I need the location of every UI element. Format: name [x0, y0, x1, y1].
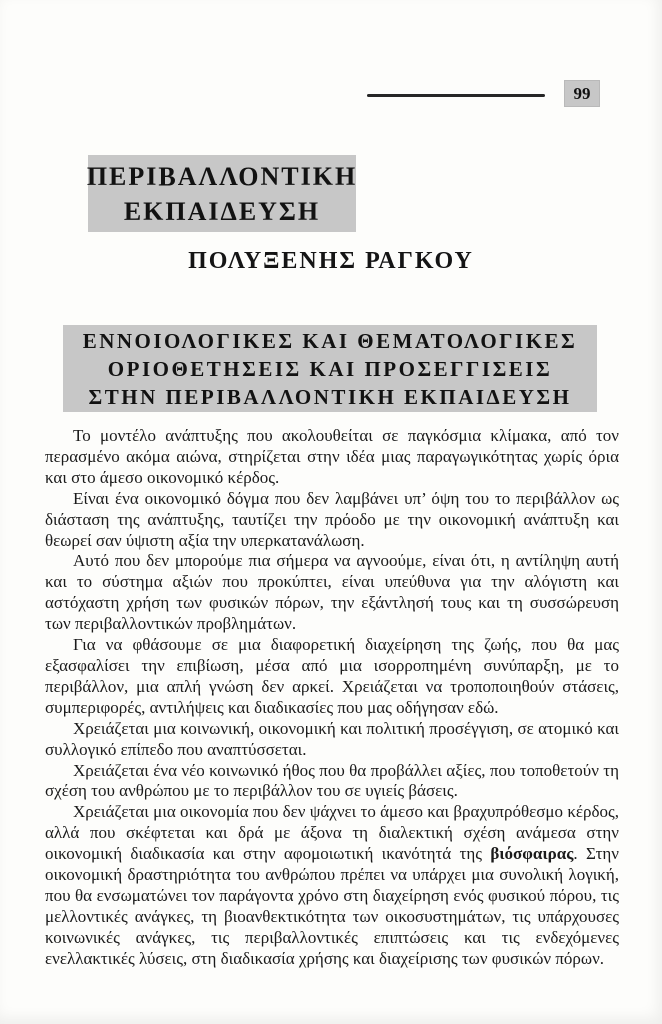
paragraph-text: Χρειάζεται μια κοινωνική, οικονομική και πολιτική προσέγγιση, σε ατομικό και συλλογικό επίπεδο που αναπτύσσεται.	[45, 718, 619, 759]
bold-term: βιόσφαιρας	[490, 844, 574, 864]
paragraph-text: Χρειάζεται μια οικονομία που δεν ψάχνει το άμεσο και βραχυπρόθεσμο κέρδος, αλλά που σκέφτεται και δρά με άξονα τη διαλεκτική σχέση ανάμεσα στην οικονομική διαδικασία και στην αφομοιωτική ικανότητά της	[45, 802, 619, 864]
paragraph-text: Το μοντέλο ανάπτυξης που ακολουθείται σε παγκόσμια κλίμακα, από τον περασμένο ακόμα αιώνα, στηρίζεται στην ιδέα μιας παραγωγικότητας χωρίς όρια και στο άμεσο οικονομικό κέρδος.	[45, 426, 619, 487]
section-heading-box	[63, 325, 597, 412]
paragraph-text: Χρειάζεται ένα νέο κοινωνικό ήθος που θα προβάλλει αξίες, που τοποθετούν τη σχέση του ανθρώπου με το περιβάλλον του σε υγιείς βάσεις.	[45, 760, 619, 801]
paragraph-text: Για να φθάσουμε σε μια διαφορετική διαχείρηση της ζωής, που θα μας εξασφαλίσει την επιβίωση, μέσα από μια ισορροπημένη συνύπαρξη, με το περιβάλλον, μια απλή γνώση δεν αρκεί. Χρειάζεται να τροποποιηθούν στάσεις, συμπεριφορές, αντιλήψεις και διαδικασίες που μας οδήγησαν εδώ.	[45, 635, 619, 717]
paragraph	[45, 635, 619, 719]
paragraph	[45, 719, 619, 761]
section-heading-line-1: ΕΝΝΟΙΟΛΟΓΙΚΕΣ ΚΑΙ ΘΕΜΑΤΟΛΟΓΙΚΕΣ	[82, 328, 578, 353]
document-title-box	[88, 155, 356, 232]
section-heading-line-2: ΟΡΙΟΘΕΤΗΣΕΙΣ ΚΑΙ ΠΡΟΣΕΓΓΙΣΕΙΣ	[107, 356, 553, 381]
document-title-line-2: ΕΚΠΑΙΔΕΥΣΗ	[123, 196, 321, 226]
document-title-line-1: ΠΕΡΙΒΑΛΛΟΝΤΙΚΗ	[86, 161, 358, 191]
paragraph	[45, 489, 619, 552]
page-number-badge	[564, 80, 600, 107]
paragraph-text: Είναι ένα οικονομικό δόγμα που δεν λαμβάνει υπ’ όψη του το περιβάλλον ως διάσταση της ανάπτυξης, ταυτίζει την πρόοδο με την οικονομική ανάπτυξη και θεωρεί σαν ύψιστη αξία την υπερκατανάλωση.	[45, 488, 619, 550]
author-name: ΠΟΛΥΞΕΝΗΣ ΡΑΓΚΟΥ	[188, 248, 474, 274]
body-text	[45, 426, 619, 970]
paragraph-text: Αυτό που δεν μπορούμε πια σήμερα να αγνοούμε, είναι ότι, η αντίληψη αυτή και το σύστημα αξιών που προκύπτει, είναι υπεύθυνα για την αλόγιστη και αστόχαστη χρήση των φυσικών πόρων, την εξάντλησή τους και τη συσσώρευση των περιβαλλοντικών προβλημάτων.	[45, 551, 619, 634]
header-rule	[367, 94, 545, 97]
paragraph	[45, 761, 619, 803]
section-heading-line-3: ΣΤΗΝ ΠΕΡΙΒΑΛΛΟΝΤΙΚΗ ΕΚΠΑΙΔΕΥΣΗ	[88, 384, 572, 409]
paragraph	[45, 802, 619, 969]
paragraph	[45, 426, 619, 489]
paragraph-text: . Στην οικονομική δραστηριότητα του ανθρώπου πρέπει να υπάρχει μια συνολική λογική, που θα ενσωματώνει τον παράγοντα χρόνο στη διαχείρηση ενός φυσικού πόρου, τις μελλοντικές ανάγκες, τη βιοανθεκτικότητα των οικοσυστημάτων, τις υπάρχουσες κοινωνικές ανάγκες, τις περιβαλλοντικές επιπτώσεις και τις ενδεχόμενες ενελλακτικές λύσεις, στη διαδικασία χρήσης και διαχείρισης των φυσικών πόρων.	[45, 844, 619, 968]
paragraph	[45, 551, 619, 635]
page-number: 99	[573, 83, 591, 103]
